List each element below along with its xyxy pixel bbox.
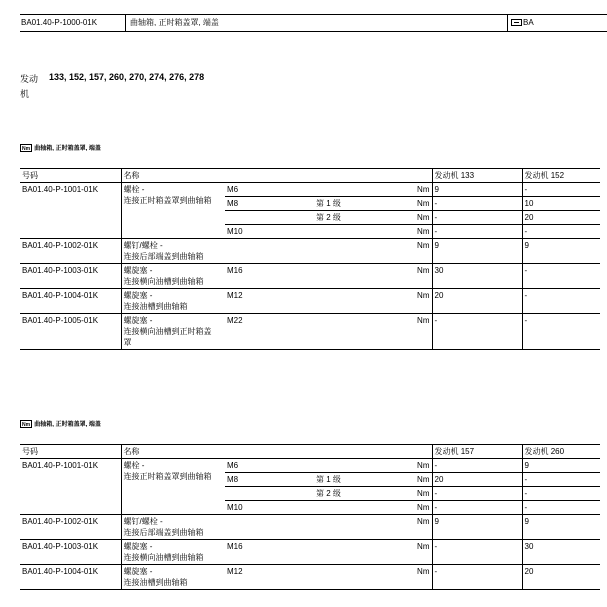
part-name-line: 连接油槽到曲轴箱 <box>123 578 188 587</box>
tightening-stage <box>314 314 404 350</box>
part-number: BA01.40-P-1003-01K <box>20 540 121 565</box>
tightening-stage <box>314 264 404 289</box>
thread-size: M8 <box>225 473 314 487</box>
document-icon <box>511 19 522 26</box>
torque-value-engine-a: - <box>432 565 522 590</box>
table-row <box>20 264 600 289</box>
part-name-line: 连接横向油槽到曲轴箱 <box>123 553 204 562</box>
part-number: BA01.40-P-1005-01K <box>20 314 121 350</box>
torque-value-engine-a: - <box>432 225 522 239</box>
torque-value-engine-a: 20 <box>432 289 522 314</box>
torque-icon: Nm <box>21 421 31 428</box>
table-row <box>20 515 600 540</box>
table-row <box>20 314 600 350</box>
tightening-stage <box>314 459 404 473</box>
tightening-stage: 第 2 级 <box>314 211 404 225</box>
torque-value-engine-a: 9 <box>432 183 522 197</box>
tightening-stage <box>314 540 404 565</box>
tightening-stage <box>314 565 404 590</box>
torque-value-engine-b: - <box>522 501 600 515</box>
part-name-line: 螺栓 - <box>123 185 145 194</box>
torque-value-engine-b: 20 <box>522 211 600 225</box>
torque-unit: Nm <box>404 487 432 501</box>
thread-size <box>225 515 314 540</box>
col-header-engine-b: 发动机 260 <box>522 445 600 459</box>
torque-icon: Nm <box>21 145 31 152</box>
table-row <box>20 459 600 473</box>
thread-size <box>225 211 314 225</box>
part-name-line: 螺钉/螺栓 - <box>123 241 163 250</box>
tightening-stage: 第 2 级 <box>314 487 404 501</box>
ba-tag <box>511 15 534 31</box>
tightening-stage <box>314 183 404 197</box>
engine-label: 发动 <box>20 74 39 84</box>
part-name-line: 连接横向油槽到曲轴箱 <box>123 277 204 286</box>
document-header <box>20 14 607 32</box>
torque-value-engine-a: - <box>432 540 522 565</box>
part-name-line: 螺旋塞 - <box>123 291 153 300</box>
thread-size: M10 <box>225 501 314 515</box>
torque-value-engine-a: - <box>432 197 522 211</box>
part-name <box>121 314 225 350</box>
torque-value-engine-b: 9 <box>522 515 600 540</box>
thread-size <box>225 239 314 264</box>
torque-value-engine-b: - <box>522 264 600 289</box>
table-header-row <box>20 169 600 183</box>
part-name <box>121 264 225 289</box>
tightening-stage <box>314 225 404 239</box>
part-name-line: 连接后部端盖到曲轴箱 <box>123 252 204 261</box>
thread-size: M6 <box>225 459 314 473</box>
torque-value-engine-a: 9 <box>432 515 522 540</box>
header-divider <box>507 15 508 31</box>
torque-value-engine-b: - <box>522 289 600 314</box>
col-header-engine-b: 发动机 152 <box>522 169 600 183</box>
table-row <box>20 540 600 565</box>
tightening-stage <box>314 501 404 515</box>
torque-unit: Nm <box>404 183 432 197</box>
part-name-line: 连接后部端盖到曲轴箱 <box>123 528 204 537</box>
tightening-stage: 第 1 级 <box>314 197 404 211</box>
thread-size: M12 <box>225 565 314 590</box>
part-name-line: 螺栓 - <box>123 461 145 470</box>
part-number: BA01.40-P-1001-01K <box>20 183 121 239</box>
part-number: BA01.40-P-1003-01K <box>20 264 121 289</box>
part-name-line: 螺钉/螺栓 - <box>123 517 163 526</box>
doc-title: 曲轴箱, 正时箱盖罩, 端盖 <box>130 18 219 27</box>
torque-unit: Nm <box>404 515 432 540</box>
col-header-name: 名称 <box>121 445 432 459</box>
table-row <box>20 183 600 197</box>
engine-models: 133, 152, 157, 260, 270, 274, 276, 278 <box>49 72 205 82</box>
torque-value-engine-a: - <box>432 501 522 515</box>
section-title-2 <box>20 419 101 428</box>
thread-size: M16 <box>225 540 314 565</box>
torque-table <box>20 444 600 590</box>
tightening-stage <box>314 289 404 314</box>
torque-unit: Nm <box>404 473 432 487</box>
torque-value-engine-a: - <box>432 211 522 225</box>
part-name-line: 螺旋塞 - <box>123 316 153 325</box>
part-name-line: 连接正时箱盖罩到曲轴箱 <box>123 472 212 481</box>
doc-id: BA01.40-P-1000-01K <box>21 18 98 27</box>
torque-unit: Nm <box>404 239 432 264</box>
part-name-line: 连接横向油槽到正时箱盖 <box>123 327 212 336</box>
torque-value-engine-b: - <box>522 473 600 487</box>
part-name-line: 螺旋塞 - <box>123 266 153 275</box>
part-name-line: 罩 <box>123 338 132 347</box>
torque-value-engine-a: - <box>432 487 522 501</box>
col-header-engine-a: 发动机 157 <box>432 445 522 459</box>
torque-unit: Nm <box>404 289 432 314</box>
part-name <box>121 183 225 239</box>
part-name <box>121 565 225 590</box>
torque-unit: Nm <box>404 211 432 225</box>
section-title-text: 曲轴箱, 正时箱盖罩, 端盖 <box>34 146 101 152</box>
part-name-line: 螺旋塞 - <box>123 542 153 551</box>
torque-table <box>20 168 600 350</box>
tightening-stage <box>314 515 404 540</box>
torque-value-engine-a: 20 <box>432 473 522 487</box>
torque-unit: Nm <box>404 565 432 590</box>
col-header-name: 名称 <box>121 169 432 183</box>
torque-value-engine-b: - <box>522 183 600 197</box>
torque-unit: Nm <box>404 264 432 289</box>
thread-size: M22 <box>225 314 314 350</box>
col-header-id: 号码 <box>20 445 121 459</box>
tightening-stage: 第 1 级 <box>314 473 404 487</box>
torque-unit: Nm <box>404 501 432 515</box>
part-number: BA01.40-P-1002-01K <box>20 239 121 264</box>
ba-label: BA <box>523 18 534 27</box>
torque-unit: Nm <box>404 314 432 350</box>
torque-value-engine-a: - <box>432 459 522 473</box>
torque-value-engine-b: 9 <box>522 239 600 264</box>
engine-label-cont: 机 <box>20 89 30 99</box>
col-header-id: 号码 <box>20 169 121 183</box>
col-header-engine-a: 发动机 133 <box>432 169 522 183</box>
torque-value-engine-b: 10 <box>522 197 600 211</box>
section-title-1 <box>20 143 101 152</box>
torque-value-engine-a: 9 <box>432 239 522 264</box>
part-name-line: 螺旋塞 - <box>123 567 153 576</box>
torque-value-engine-b: 30 <box>522 540 600 565</box>
thread-size: M12 <box>225 289 314 314</box>
part-name-line: 连接正时箱盖罩到曲轴箱 <box>123 196 212 205</box>
torque-unit: Nm <box>404 459 432 473</box>
torque-unit: Nm <box>404 540 432 565</box>
part-name <box>121 239 225 264</box>
torque-value-engine-b: 9 <box>522 459 600 473</box>
tightening-stage <box>314 239 404 264</box>
torque-unit: Nm <box>404 197 432 211</box>
table-header-row <box>20 445 600 459</box>
torque-value-engine-b: - <box>522 225 600 239</box>
torque-value-engine-b: 20 <box>522 565 600 590</box>
part-number: BA01.40-P-1004-01K <box>20 289 121 314</box>
part-name <box>121 459 225 515</box>
section-title-text: 曲轴箱, 正时箱盖罩, 端盖 <box>34 422 101 428</box>
table-row <box>20 289 600 314</box>
thread-size <box>225 487 314 501</box>
torque-value-engine-a: 30 <box>432 264 522 289</box>
part-number: BA01.40-P-1004-01K <box>20 565 121 590</box>
part-name-line: 连接油槽到曲轴箱 <box>123 302 188 311</box>
torque-value-engine-b: - <box>522 314 600 350</box>
torque-unit: Nm <box>404 225 432 239</box>
thread-size: M16 <box>225 264 314 289</box>
part-number: BA01.40-P-1002-01K <box>20 515 121 540</box>
thread-size: M10 <box>225 225 314 239</box>
table-row <box>20 565 600 590</box>
torque-value-engine-a: - <box>432 314 522 350</box>
part-name <box>121 289 225 314</box>
header-divider <box>125 15 126 31</box>
table-row <box>20 239 600 264</box>
part-name <box>121 540 225 565</box>
thread-size: M6 <box>225 183 314 197</box>
part-name <box>121 515 225 540</box>
part-number: BA01.40-P-1001-01K <box>20 459 121 515</box>
thread-size: M8 <box>225 197 314 211</box>
torque-value-engine-b: - <box>522 487 600 501</box>
